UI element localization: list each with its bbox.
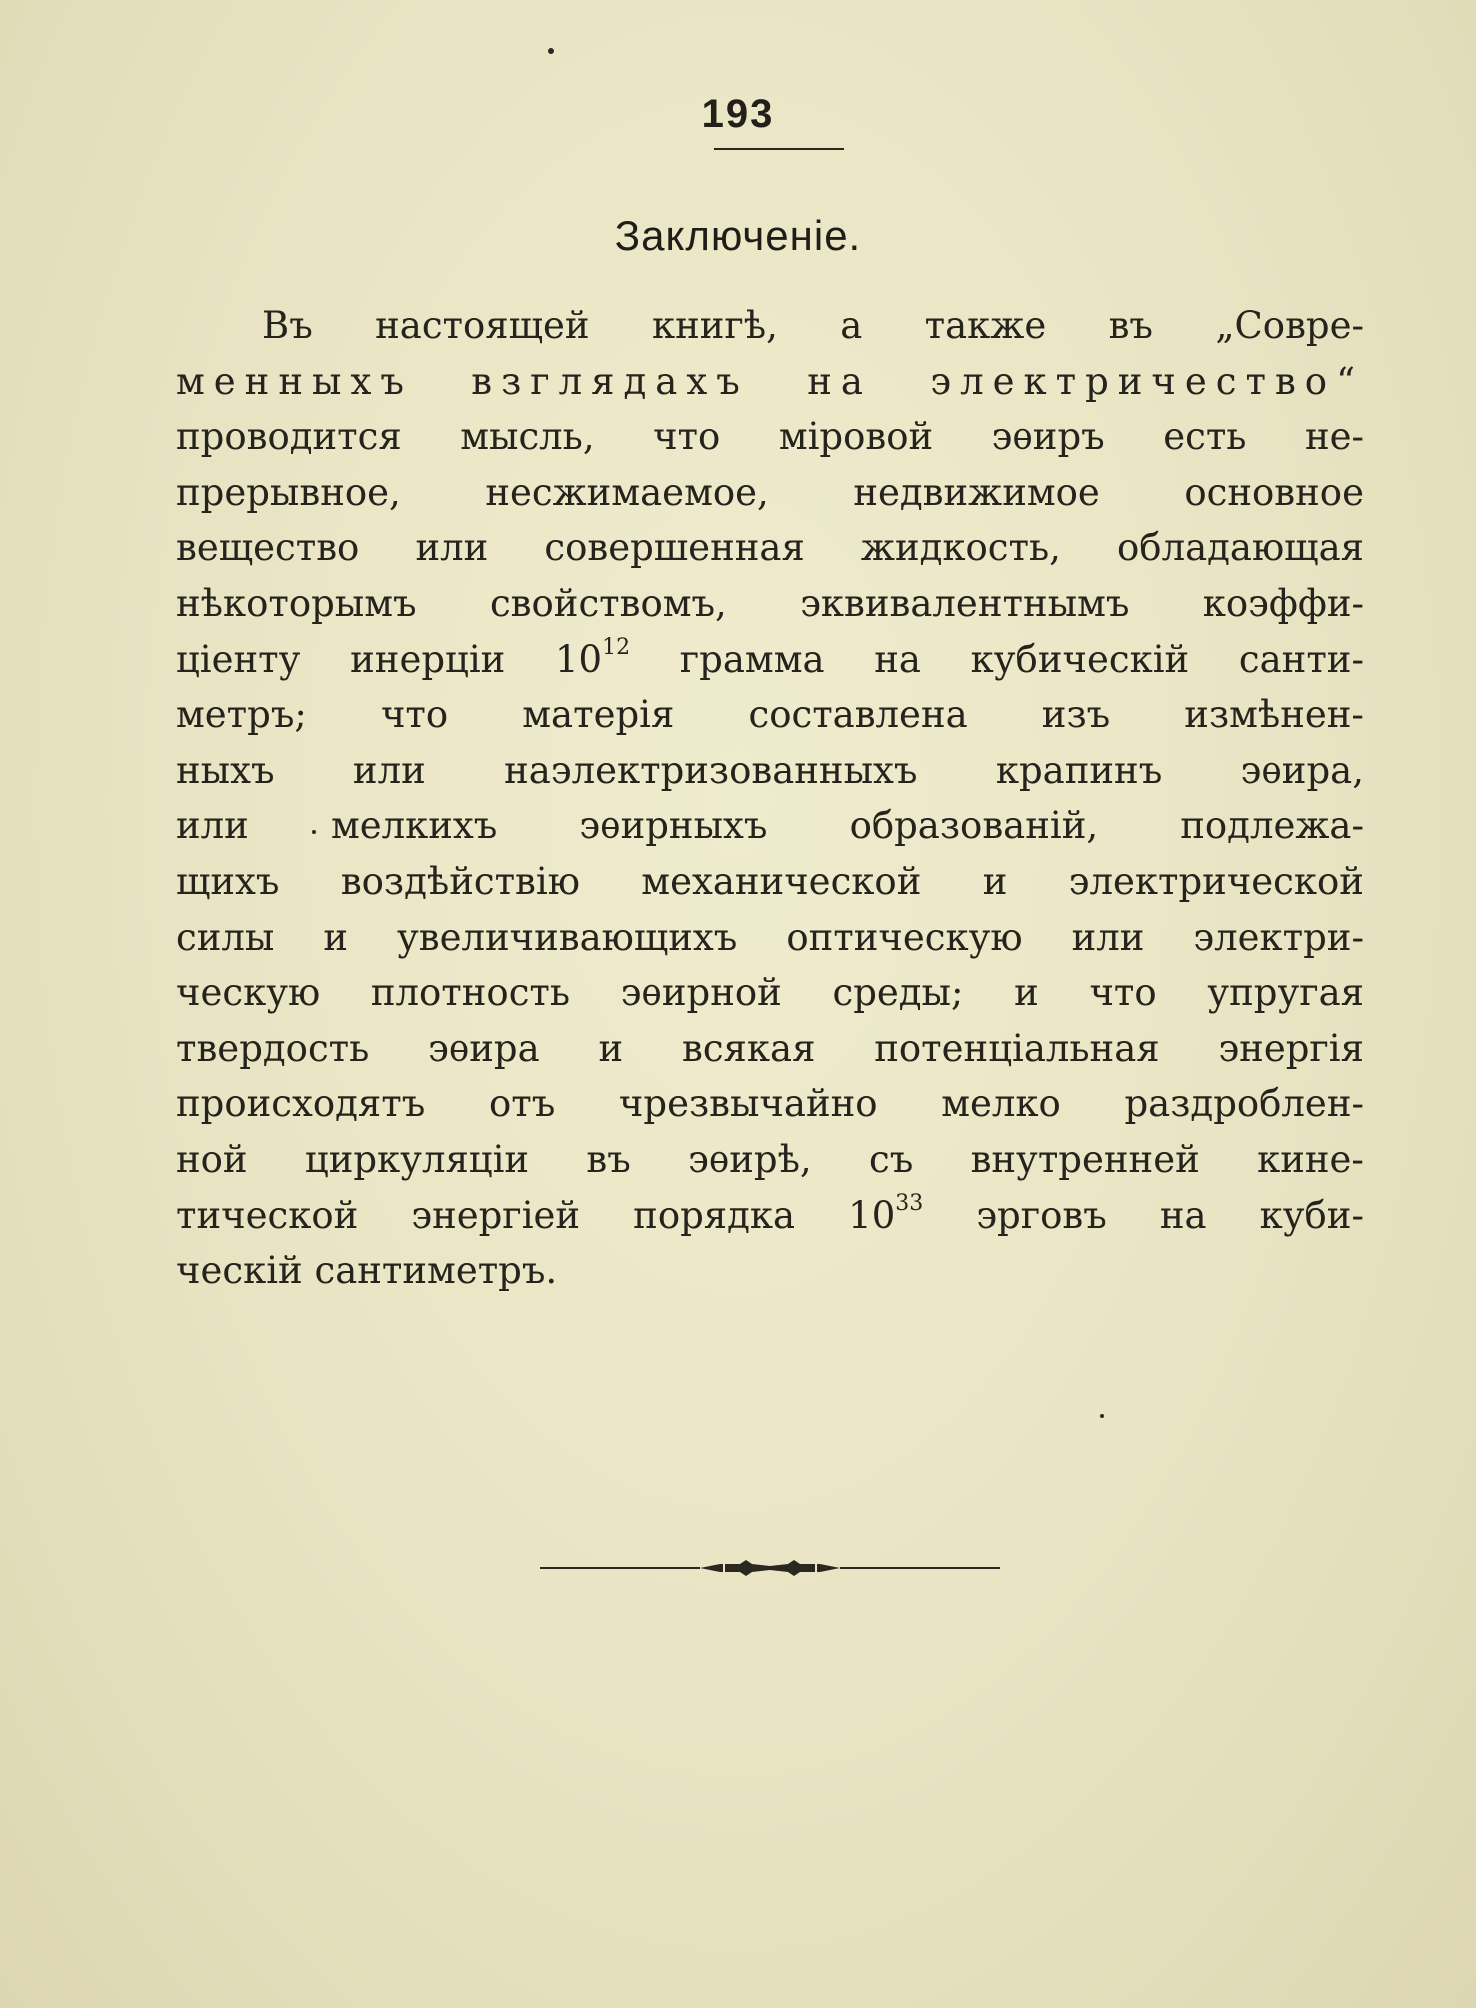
text-line: метръ; что матерія составлена изъ измѣнен- [176, 693, 1364, 737]
page-number-rule [714, 148, 844, 150]
page-number: 193 [701, 92, 775, 136]
text-line: силы и увеличивающихъ оптическую или электри- [176, 915, 1364, 959]
text-line: ческую плотность эѳирной среды; и что упругая [176, 971, 1364, 1015]
text-line: тической энергіей порядка $10^{33}$ эрговъ на куби- [176, 1191, 1364, 1237]
text-line: ной циркуляціи въ эѳирѣ, съ внутренней кине- [176, 1137, 1364, 1181]
body-paragraph [176, 298, 1364, 1299]
section-heading: Заключеніе. [614, 212, 862, 259]
text-line: щихъ воздѣйствію механической и электрической [176, 859, 1364, 903]
text-line: нѣкоторымъ свойствомъ, эквивалентнымъ коэффи- [176, 581, 1364, 625]
page-number-container [0, 92, 1476, 137]
text-line: твердость эѳира и всякая потенціальная энергія [176, 1026, 1364, 1070]
text-line: прерывное, несжимаемое, недвижимое основное [176, 470, 1364, 514]
text-line: ческій сантиметръ. [176, 1249, 558, 1293]
end-ornament [540, 1548, 1000, 1588]
ink-speck [1100, 1414, 1104, 1418]
text-line: Въ настоящей книгѣ, а также въ „Совре- [262, 304, 1364, 347]
text-line: вещество или совершенная жидкость, обладающая [176, 526, 1364, 570]
ink-speck [548, 48, 554, 54]
text-line: ціенту инерціи $10^{12}$ грамма на кубическій санти- [176, 635, 1364, 681]
text-line: ныхъ или наэлектризованныхъ крапинъ эѳира, [176, 748, 1364, 792]
text-line: менныхъ взглядахъ на электричество“ [176, 359, 1364, 403]
text-line: или мелкихъ эѳирныхъ образованій, подлежа- [176, 804, 1364, 848]
text-line: происходятъ отъ чрезвычайно мелко раздроблен- [176, 1082, 1364, 1126]
text-line: проводится мысль, что міровой эѳиръ есть не- [176, 415, 1364, 459]
